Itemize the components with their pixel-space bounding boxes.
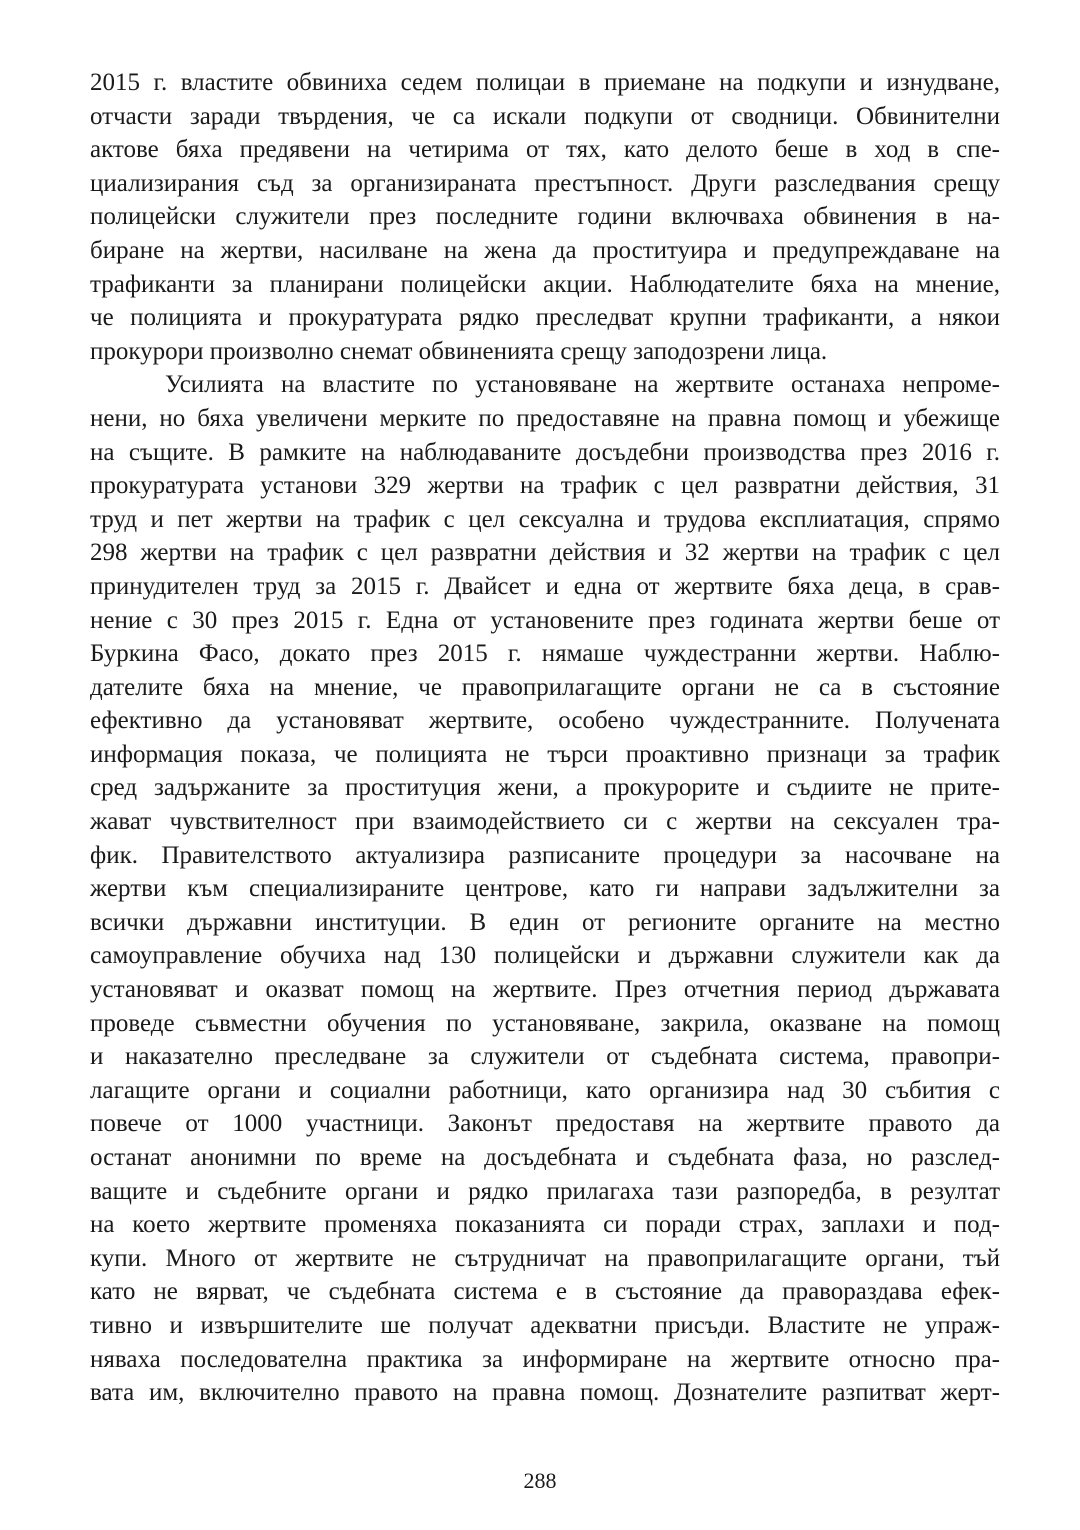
text-line: всички държавни институции. В един от регионите органите на местно — [90, 908, 1000, 936]
text-line: вата им, включително правото на правна помощ. Дознателите разпитват жерт- — [90, 1379, 1000, 1407]
text-line: че полицията и прокуратурата рядко преследват крупни трафиканти, а някои — [90, 304, 1000, 332]
text-line: отчасти заради твърдения, че са искали подкупи от сводници. Обвинителни — [90, 102, 1000, 130]
text-line: като не вярват, че съдебната система е в състояние да правораздава ефек- — [90, 1278, 1000, 1306]
text-line: Буркина Фасо, докато през 2015 г. нямаше чуждестранни жертви. Наблю- — [90, 640, 1000, 668]
text-line: купи. Много от жертвите не сътрудничат на правоприлагащите органи, тъй — [90, 1244, 1000, 1272]
text-line: циализирания съд за организираната престъпност. Други разследвания срещу — [90, 169, 1000, 197]
text-line: биране на жертви, насилване на жена да проституира и предупреждаване на — [90, 236, 1000, 264]
text-line: тивно и извършителите ше получат адекватни присъди. Властите не упраж- — [90, 1311, 1000, 1339]
paragraph — [90, 66, 1000, 368]
text-line: прокурори произволно снемат обвиненията срещу заподозрени лица. — [90, 337, 828, 365]
page-number: 288 — [523, 1468, 557, 1493]
text-line: жават чувствителност при взаимодействието си с жертви на сексуален тра- — [90, 808, 1000, 836]
text-line: Усилията на властите по установяване на жертвите останаха непроме- — [165, 371, 1000, 399]
text-line: полицейски служители през последните години включваха обвинения в на- — [90, 203, 1000, 231]
text-line: ефективно да установяват жертвите, особено чуждестранните. Получената — [90, 707, 1000, 735]
text-line: актове бяха предявени на четирима от тях, като делото беше в ход в спе- — [90, 136, 1000, 164]
text-line: установяват и оказват помощ на жертвите. През отчетния период държавата — [90, 976, 1000, 1004]
text-line: жертви към специализираните центрове, като ги направи задължителни за — [90, 875, 1000, 903]
text-line: 298 жертви на трафик с цел развратни действия и 32 жертви на трафик с цел — [90, 539, 1000, 567]
text-line: проведе съвместни обучения по установяване, закрила, оказване на помощ — [90, 1009, 1000, 1037]
text-line: дателите бяха на мнение, че правоприлагащите органи не са в състояние — [90, 673, 1000, 701]
text-line: на което жертвите променяха показанията си поради страх, заплахи и под- — [90, 1211, 1000, 1239]
text-line: нение с 30 през 2015 г. Една от установените през годината жертви беше от — [90, 606, 1000, 634]
text-line: няваха последователна практика за информиране на жертвите относно пра- — [90, 1345, 1000, 1373]
text-line: труд и пет жертви на трафик с цел сексуална и трудова експлиатация, спрямо — [90, 505, 1000, 533]
text-line: повече от 1000 участници. Законът предоставя на жертвите правото да — [90, 1110, 1000, 1138]
text-line: сред задържаните за проституция жени, а прокурорите и съдиите не прите- — [90, 774, 1000, 802]
text-line: нени, но бяха увеличени мерките по предоставяне на правна помощ и убежище — [90, 404, 1000, 432]
text-line: лагащите органи и социални работници, като организира над 30 събития с — [90, 1076, 1000, 1104]
body-text — [90, 66, 1000, 1410]
text-line: 2015 г. властите обвиниха седем полицаи в приемане на подкупи и изнудване, — [90, 69, 1000, 96]
text-line: прокуратурата установи 329 жертви на трафик с цел развратни действия, 31 — [90, 472, 1000, 500]
text-line: трафиканти за планирани полицейски акции. Наблюдателите бяха на мнение, — [90, 270, 1000, 298]
paragraph — [90, 368, 1000, 1409]
text-line: и наказателно преследване за служители от съдебната система, правопри- — [90, 1043, 1000, 1071]
text-line: останат анонимни по време на досъдебната и съдебната фаза, но разслед- — [90, 1144, 1000, 1171]
text-line: самоуправление обучиха над 130 полицейски и държавни служители как да — [90, 942, 1000, 970]
text-line: на същите. В рамките на наблюдаваните досъдебни производства през 2016 г. — [90, 438, 1000, 466]
text-line: фик. Правителството актуализира разписаните процедури за насочване на — [90, 841, 1000, 869]
text-line: информация показа, че полицията не търси проактивно признаци за трафик — [90, 740, 1000, 768]
text-line: ващите и съдебните органи и рядко прилагаха тази разпоредба, в резултат — [90, 1177, 1000, 1205]
text-line: принудителен труд за 2015 г. Двайсет и една от жертвите бяха деца, в срав- — [90, 572, 1000, 600]
